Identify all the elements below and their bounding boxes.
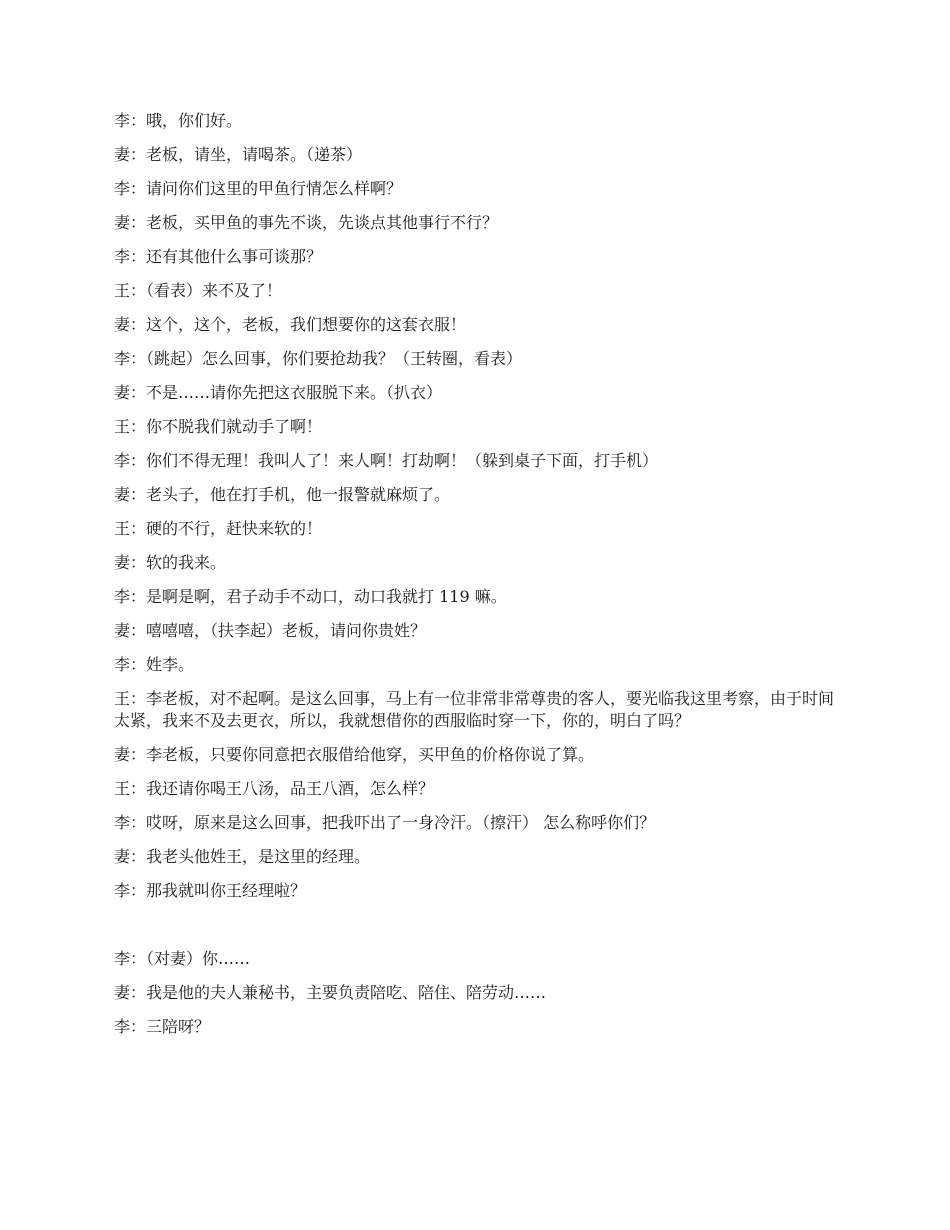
dialogue-line: 李：姓李。 bbox=[114, 655, 195, 674]
dialogue-line: 妻：不是……请你先把这衣服脱下来。（扒衣） bbox=[114, 383, 443, 402]
dialogue-line: 王：李老板，对不起啊。是这么回事，马上有一位非常非常尊贵的客人，要光临我这里考察，由于时间太紧，我来不及去更衣，所以，我就想借你的西服临时穿一下，你的，明白了吗？ bbox=[114, 689, 835, 730]
dialogue-line: 王：（看表）来不及了！ bbox=[114, 281, 283, 300]
dialogue-line: 妻：软的我来。 bbox=[114, 553, 227, 572]
dialogue-line: 李：（对妻）你…… bbox=[114, 949, 251, 968]
dialogue-line: 妻：老板，买甲鱼的事先不谈，先谈点其他事行不行？ bbox=[114, 213, 499, 232]
dialogue-line: 李：哎呀，原来是这么回事，把我吓出了一身冷汗。（擦汗） 怎么称呼你们？ bbox=[114, 813, 656, 832]
dialogue-line: 妻：这个，这个，老板，我们想要你的这套衣服！ bbox=[114, 315, 467, 334]
dialogue-line: 王：硬的不行，赶快来软的！ bbox=[114, 519, 323, 538]
dialogue-line: 李：是啊是啊，君子动手不动口，动口我就打 119 嘛。 bbox=[114, 587, 507, 606]
document-page bbox=[114, 110, 842, 1050]
dialogue-line: 妻：我老头他姓王，是这里的经理。 bbox=[114, 847, 371, 866]
dialogue-line: 妻：老头子，他在打手机，他一报警就麻烦了。 bbox=[114, 485, 451, 504]
dialogue-line: 李：（跳起）怎么回事，你们要抢劫我？（王转圈，看表） bbox=[114, 349, 523, 368]
dialogue-line: 妻：我是他的夫人兼秘书，主要负责陪吃、陪住、陪劳动…… bbox=[114, 983, 547, 1002]
dialogue-line: 李：哦，你们好。 bbox=[114, 111, 243, 130]
dialogue-line: 妻：李老板，只要你同意把衣服借给他穿，买甲鱼的价格你说了算。 bbox=[114, 745, 595, 764]
dialogue-line: 李：你们不得无理！我叫人了！来人啊！打劫啊！（躲到桌子下面，打手机） bbox=[114, 451, 659, 470]
dialogue-line: 李：那我就叫你王经理啦？ bbox=[114, 881, 307, 900]
dialogue-line: 妻：嘻嘻嘻，（扶李起）老板，请问你贵姓？ bbox=[114, 621, 427, 640]
dialogue-line: 李：请问你们这里的甲鱼行情怎么样啊？ bbox=[114, 179, 403, 198]
dialogue-line: 李：三陪呀？ bbox=[114, 1017, 211, 1036]
dialogue-line: 王：我还请你喝王八汤，品王八酒，怎么样？ bbox=[114, 779, 435, 798]
dialogue-line: 李：还有其他什么事可谈那？ bbox=[114, 247, 323, 266]
dialogue-line: 王：你不脱我们就动手了啊！ bbox=[114, 417, 323, 436]
dialogue-line: 妻：老板，请坐，请喝茶。（递茶） bbox=[114, 145, 363, 164]
